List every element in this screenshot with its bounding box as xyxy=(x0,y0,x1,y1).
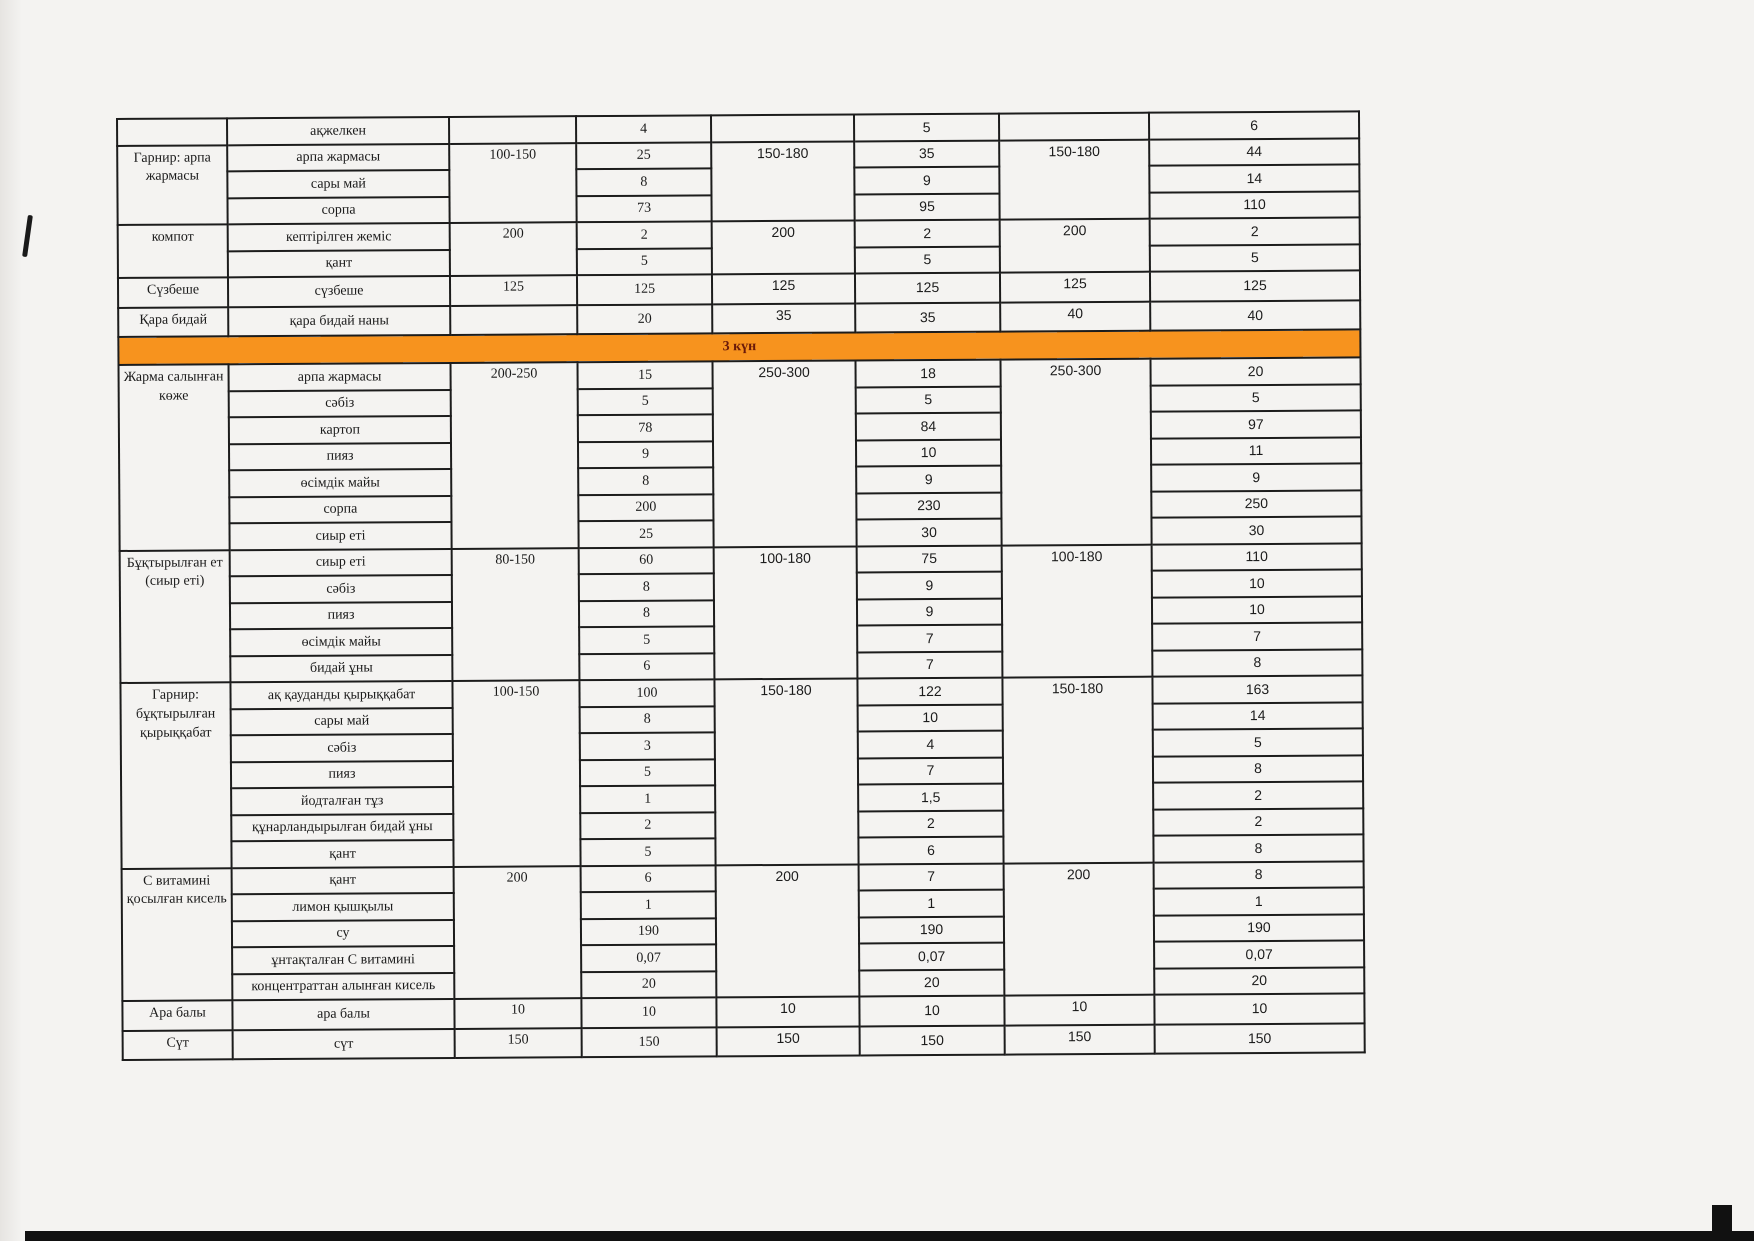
ingredient-cell: сары май xyxy=(227,170,449,198)
gram-cell: 6 xyxy=(579,653,714,680)
portion-cell: 150-180 xyxy=(711,141,854,221)
gram-cell: 20 xyxy=(581,971,716,998)
ingredient-cell: сиыр еті xyxy=(229,522,451,550)
portion-cell: 150 xyxy=(455,1028,582,1058)
gram-cell: 5 xyxy=(1150,244,1360,272)
gram-cell: 1,5 xyxy=(858,784,1003,811)
dish-name-cell: компот xyxy=(118,224,228,278)
gram-cell: 73 xyxy=(576,195,711,222)
ingredient-cell: сәбіз xyxy=(230,575,452,603)
gram-cell: 25 xyxy=(576,142,711,169)
ingredient-cell: пияз xyxy=(230,601,452,629)
gram-cell: 10 xyxy=(859,996,1004,1026)
portion-cell: 125 xyxy=(1000,272,1150,302)
gram-cell: 20 xyxy=(859,969,1004,996)
gram-cell: 14 xyxy=(1149,164,1359,192)
gram-cell: 0,07 xyxy=(859,943,1004,970)
ingredient-cell: сүзбеше xyxy=(228,276,450,307)
gram-cell: 7 xyxy=(858,757,1003,784)
portion-cell: 250-300 xyxy=(712,360,856,546)
gram-cell: 7 xyxy=(857,625,1002,652)
gram-cell: 25 xyxy=(578,520,713,547)
gram-cell: 4 xyxy=(858,731,1003,758)
dish-name-cell: Гарнир: арпа жармасы xyxy=(117,145,227,225)
menu-table-body xyxy=(117,111,1365,1060)
ingredient-cell: арпа жармасы xyxy=(227,143,449,171)
ingredient-cell: йодталған тұз xyxy=(231,787,453,815)
dish-name-cell: Сүт xyxy=(123,1030,233,1060)
gram-cell: 250 xyxy=(1151,490,1361,518)
gram-cell: 9 xyxy=(857,598,1002,625)
gram-cell: 5 xyxy=(580,759,715,786)
gram-cell: 1 xyxy=(859,890,1004,917)
ingredient-cell: су xyxy=(232,919,454,947)
scan-border xyxy=(25,1231,1754,1241)
portion-cell: 150-180 xyxy=(999,139,1149,219)
portion-cell: 80-150 xyxy=(452,548,580,681)
dish-name-cell: Бұқтырылған ет (сиыр еті) xyxy=(120,550,231,683)
menu-table-wrapper xyxy=(116,110,1364,1061)
dish-name-cell: Гарнир: бұқтырылған қырыққабат xyxy=(120,682,231,868)
portion-cell: 10 xyxy=(716,996,859,1026)
portion-cell: 200 xyxy=(716,864,860,997)
gram-cell: 20 xyxy=(577,304,712,334)
gram-cell: 35 xyxy=(854,140,999,167)
gram-cell: 1 xyxy=(580,785,715,812)
portion-cell xyxy=(999,113,1149,140)
portion-cell: 250-300 xyxy=(1000,359,1151,545)
gram-cell: 10 xyxy=(581,997,716,1027)
portion-cell: 150-180 xyxy=(714,678,858,864)
gram-cell: 2 xyxy=(1153,781,1363,809)
dish-name-cell: Жарма салынған көже xyxy=(119,364,230,550)
portion-cell: 200 xyxy=(454,866,582,999)
dish-name-cell xyxy=(117,118,227,145)
gram-cell: 14 xyxy=(1153,702,1363,730)
ingredient-cell: кептірілген жеміс xyxy=(228,223,450,251)
gram-cell: 190 xyxy=(1154,914,1364,942)
ingredient-cell: концентраттан алынған кисель xyxy=(232,972,454,1000)
portion-cell: 200 xyxy=(1004,862,1155,995)
gram-cell: 84 xyxy=(856,413,1001,440)
gram-cell: 10 xyxy=(1154,993,1364,1024)
gram-cell: 2 xyxy=(580,812,715,839)
ingredient-cell: пияз xyxy=(229,442,451,470)
gram-cell: 20 xyxy=(1150,357,1360,385)
gram-cell: 2 xyxy=(1150,217,1360,245)
portion-cell: 100-150 xyxy=(452,680,580,866)
gram-cell: 95 xyxy=(854,193,999,220)
ingredient-cell: ақ қауданды қырыққабат xyxy=(230,681,452,709)
scan-mark xyxy=(22,215,33,257)
gram-cell: 10 xyxy=(1152,569,1362,597)
gram-cell: 7 xyxy=(859,863,1004,890)
gram-cell: 97 xyxy=(1151,410,1361,438)
ingredient-cell: өсімдік майы xyxy=(229,469,451,497)
dish-name-cell: Ара балы xyxy=(122,1000,232,1030)
gram-cell: 5 xyxy=(579,626,714,653)
gram-cell: 4 xyxy=(576,115,711,142)
gram-cell: 5 xyxy=(856,386,1001,413)
ingredient-cell: сәбіз xyxy=(229,389,451,417)
gram-cell: 10 xyxy=(858,704,1003,731)
gram-cell: 8 xyxy=(579,600,714,627)
gram-cell: 125 xyxy=(577,274,712,304)
gram-cell: 190 xyxy=(581,918,716,945)
day-label: 3 күн xyxy=(118,329,1360,365)
ingredient-cell: қара бидай наны xyxy=(228,305,450,336)
gram-cell: 110 xyxy=(1149,191,1359,219)
portion-cell: 200 xyxy=(450,222,577,276)
gram-cell: 75 xyxy=(857,545,1002,572)
gram-cell: 6 xyxy=(1149,111,1359,139)
ingredient-cell: сиыр еті xyxy=(230,548,452,576)
portion-cell: 200 xyxy=(1000,219,1150,273)
gram-cell: 1 xyxy=(1154,887,1364,915)
ingredient-cell: қант xyxy=(231,840,453,868)
gram-cell: 200 xyxy=(578,494,713,521)
gram-cell: 230 xyxy=(856,492,1001,519)
gram-cell: 6 xyxy=(858,837,1003,864)
gram-cell: 8 xyxy=(1153,834,1363,862)
gram-cell: 2 xyxy=(855,220,1000,247)
gram-cell: 8 xyxy=(580,706,715,733)
gram-cell: 150 xyxy=(1155,1023,1365,1054)
ingredient-cell: бидай ұны xyxy=(230,654,452,682)
gram-cell: 8 xyxy=(1153,755,1363,783)
gram-cell: 150 xyxy=(582,1027,717,1057)
portion-cell xyxy=(711,114,854,141)
gram-cell: 44 xyxy=(1149,138,1359,166)
gram-cell: 6 xyxy=(581,865,716,892)
gram-cell: 60 xyxy=(579,547,714,574)
gram-cell: 9 xyxy=(854,167,999,194)
portion-cell xyxy=(450,305,577,335)
gram-cell: 40 xyxy=(1150,300,1360,331)
ingredient-cell: сары май xyxy=(231,707,453,735)
ingredient-cell: пияз xyxy=(231,760,453,788)
gram-cell: 9 xyxy=(578,441,713,468)
gram-cell: 3 xyxy=(580,732,715,759)
ingredient-cell: лимон қышқылы xyxy=(232,893,454,921)
portion-cell: 40 xyxy=(1000,301,1150,331)
gram-cell: 8 xyxy=(1154,861,1364,889)
gram-cell: 30 xyxy=(856,519,1001,546)
portion-cell: 10 xyxy=(1004,995,1154,1025)
scan-corner xyxy=(1712,1205,1732,1231)
portion-cell: 100-180 xyxy=(1002,544,1153,677)
gram-cell: 7 xyxy=(857,651,1002,678)
dish-name-cell: Қара бидай xyxy=(118,307,228,337)
gram-cell: 11 xyxy=(1151,437,1361,465)
table-row xyxy=(123,1023,1365,1060)
gram-cell: 1 xyxy=(581,891,716,918)
ingredient-cell: ара балы xyxy=(232,999,454,1030)
portion-cell: 200 xyxy=(712,220,855,274)
gram-cell: 5 xyxy=(1153,728,1363,756)
menu-table xyxy=(116,110,1366,1061)
ingredient-cell: қант xyxy=(232,866,454,894)
gram-cell: 5 xyxy=(578,388,713,415)
portion-cell: 10 xyxy=(454,998,581,1028)
portion-cell: 200-250 xyxy=(451,362,579,548)
gram-cell: 150 xyxy=(860,1025,1005,1055)
ingredient-cell: ақжелкен xyxy=(227,117,449,145)
ingredient-cell: өсімдік майы xyxy=(230,628,452,656)
gram-cell: 35 xyxy=(855,302,1000,332)
portion-cell: 150 xyxy=(717,1026,860,1056)
ingredient-cell: картоп xyxy=(229,416,451,444)
portion-cell: 100-180 xyxy=(714,546,858,679)
gram-cell: 100 xyxy=(579,679,714,706)
portion-cell: 100-150 xyxy=(449,143,576,223)
gram-cell: 7 xyxy=(1152,622,1362,650)
portion-cell: 150-180 xyxy=(1002,677,1153,863)
ingredient-cell: сәбіз xyxy=(231,734,453,762)
gram-cell: 78 xyxy=(578,414,713,441)
gram-cell: 9 xyxy=(857,572,1002,599)
ingredient-cell: сорпа xyxy=(227,196,449,224)
ingredient-cell: ұнтақталған С витамині xyxy=(232,946,454,974)
gram-cell: 110 xyxy=(1152,543,1362,571)
gram-cell: 9 xyxy=(856,466,1001,493)
gram-cell: 20 xyxy=(1154,967,1364,995)
gram-cell: 30 xyxy=(1151,516,1361,544)
portion-cell: 125 xyxy=(450,275,577,305)
gram-cell: 5 xyxy=(855,246,1000,273)
gram-cell: 5 xyxy=(580,838,715,865)
portion-cell: 35 xyxy=(712,303,855,333)
gram-cell: 10 xyxy=(856,439,1001,466)
gram-cell: 8 xyxy=(576,168,711,195)
gram-cell: 10 xyxy=(1152,596,1362,624)
gram-cell: 190 xyxy=(859,916,1004,943)
gram-cell: 122 xyxy=(857,678,1002,705)
paper-edge xyxy=(0,0,22,1241)
gram-cell: 0,07 xyxy=(1154,940,1364,968)
gram-cell: 8 xyxy=(1152,649,1362,677)
gram-cell: 8 xyxy=(579,573,714,600)
gram-cell: 18 xyxy=(855,360,1000,387)
gram-cell: 5 xyxy=(577,248,712,275)
gram-cell: 9 xyxy=(1151,463,1361,491)
ingredient-cell: сүт xyxy=(233,1028,455,1059)
gram-cell: 2 xyxy=(858,810,1003,837)
ingredient-cell: арпа жармасы xyxy=(229,363,451,391)
portion-cell xyxy=(449,116,576,143)
gram-cell: 8 xyxy=(578,467,713,494)
gram-cell: 2 xyxy=(577,221,712,248)
gram-cell: 125 xyxy=(855,273,1000,303)
portion-cell: 125 xyxy=(712,273,855,303)
ingredient-cell: қант xyxy=(228,249,450,277)
dish-name-cell: С витамині қосылған кисель xyxy=(122,868,233,1001)
ingredient-cell: құнарландырылған бидай ұны xyxy=(231,813,453,841)
gram-cell: 163 xyxy=(1152,675,1362,703)
gram-cell: 2 xyxy=(1153,808,1363,836)
ingredient-cell: сорпа xyxy=(229,495,451,523)
gram-cell: 5 xyxy=(1151,384,1361,412)
gram-cell: 0,07 xyxy=(581,944,716,971)
gram-cell: 5 xyxy=(854,114,999,141)
gram-cell: 15 xyxy=(578,361,713,388)
gram-cell: 125 xyxy=(1150,270,1360,301)
portion-cell: 150 xyxy=(1005,1024,1155,1054)
dish-name-cell: Сүзбеше xyxy=(118,277,228,307)
